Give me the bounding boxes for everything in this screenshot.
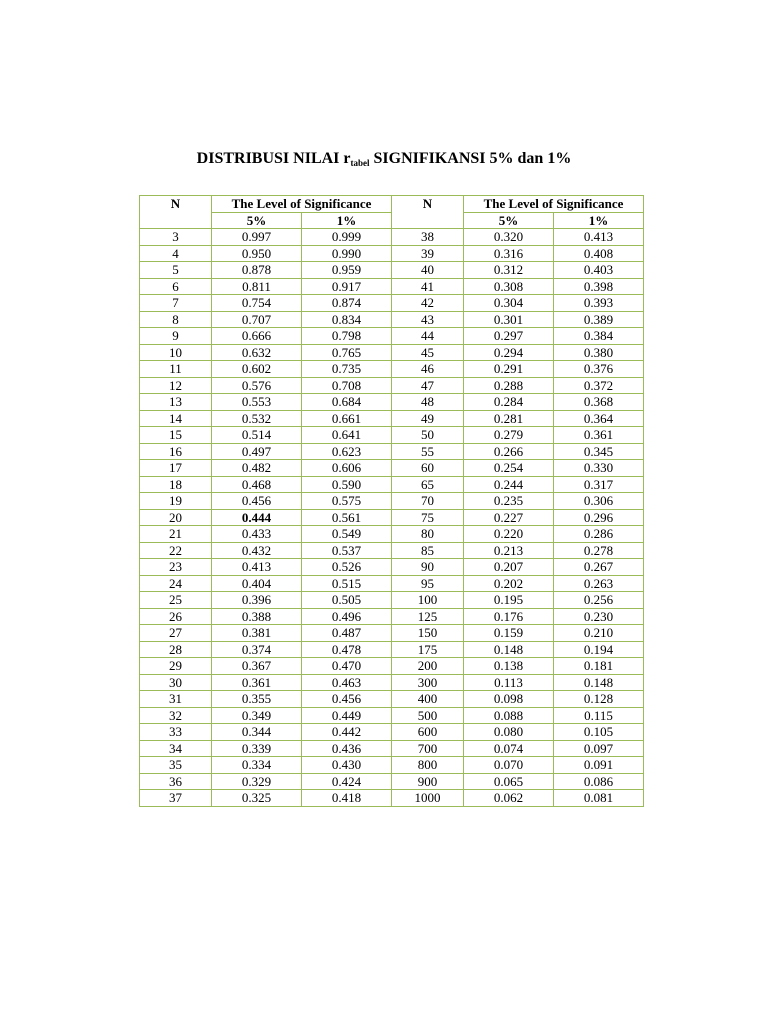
left-r1-cell: 0.990 xyxy=(302,245,392,262)
left-r5-cell: 0.404 xyxy=(212,575,302,592)
right-n-cell: 49 xyxy=(392,410,464,427)
table-row xyxy=(140,229,644,246)
table-row xyxy=(140,559,644,576)
right-n-cell: 80 xyxy=(392,526,464,543)
table-row xyxy=(140,740,644,757)
left-r1-cell: 0.496 xyxy=(302,608,392,625)
right-n-cell: 400 xyxy=(392,691,464,708)
right-n-cell: 41 xyxy=(392,278,464,295)
table-row xyxy=(140,674,644,691)
right-r5-cell: 0.301 xyxy=(464,311,554,328)
left-r1-cell: 0.549 xyxy=(302,526,392,543)
right-r5-cell: 0.284 xyxy=(464,394,554,411)
right-r5-cell: 0.220 xyxy=(464,526,554,543)
left-r5-cell: 0.444 xyxy=(212,509,302,526)
right-r1-cell: 0.267 xyxy=(554,559,644,576)
right-n-cell: 60 xyxy=(392,460,464,477)
table-row xyxy=(140,757,644,774)
left-r1-cell: 0.418 xyxy=(302,790,392,807)
left-r1-cell: 0.561 xyxy=(302,509,392,526)
title-prefix: DISTRIBUSI NILAI r xyxy=(196,150,351,167)
left-r1-cell: 0.515 xyxy=(302,575,392,592)
right-r5-cell: 0.279 xyxy=(464,427,554,444)
left-n-cell: 10 xyxy=(140,344,212,361)
right-r5-cell: 0.062 xyxy=(464,790,554,807)
r-table xyxy=(139,195,644,807)
right-r1-cell: 0.361 xyxy=(554,427,644,444)
n-header-left: N xyxy=(140,196,212,229)
table-row xyxy=(140,592,644,609)
left-r1-cell: 0.505 xyxy=(302,592,392,609)
right-r5-cell: 0.138 xyxy=(464,658,554,675)
left-r5-cell: 0.361 xyxy=(212,674,302,691)
table-row xyxy=(140,344,644,361)
left-r1-cell: 0.590 xyxy=(302,476,392,493)
right-r1-cell: 0.364 xyxy=(554,410,644,427)
right-r1-cell: 0.413 xyxy=(554,229,644,246)
left-n-cell: 15 xyxy=(140,427,212,444)
right-r1-cell: 0.181 xyxy=(554,658,644,675)
left-n-cell: 30 xyxy=(140,674,212,691)
left-r1-cell: 0.708 xyxy=(302,377,392,394)
left-r5-cell: 0.355 xyxy=(212,691,302,708)
col-1-header-right: 1% xyxy=(554,212,644,229)
left-r5-cell: 0.367 xyxy=(212,658,302,675)
table-row xyxy=(140,377,644,394)
left-r5-cell: 0.754 xyxy=(212,295,302,312)
right-r5-cell: 0.266 xyxy=(464,443,554,460)
right-n-cell: 44 xyxy=(392,328,464,345)
left-n-cell: 4 xyxy=(140,245,212,262)
right-r1-cell: 0.372 xyxy=(554,377,644,394)
right-n-cell: 600 xyxy=(392,724,464,741)
left-r1-cell: 0.606 xyxy=(302,460,392,477)
table-row xyxy=(140,493,644,510)
table-row xyxy=(140,509,644,526)
right-r1-cell: 0.263 xyxy=(554,575,644,592)
right-n-cell: 95 xyxy=(392,575,464,592)
left-n-cell: 22 xyxy=(140,542,212,559)
right-r1-cell: 0.393 xyxy=(554,295,644,312)
right-r5-cell: 0.088 xyxy=(464,707,554,724)
table-row xyxy=(140,262,644,279)
right-r5-cell: 0.113 xyxy=(464,674,554,691)
table-row xyxy=(140,460,644,477)
right-n-cell: 46 xyxy=(392,361,464,378)
right-r5-cell: 0.176 xyxy=(464,608,554,625)
left-n-cell: 18 xyxy=(140,476,212,493)
left-r5-cell: 0.325 xyxy=(212,790,302,807)
left-r5-cell: 0.413 xyxy=(212,559,302,576)
left-n-cell: 27 xyxy=(140,625,212,642)
right-r5-cell: 0.291 xyxy=(464,361,554,378)
left-r1-cell: 0.436 xyxy=(302,740,392,757)
left-n-cell: 9 xyxy=(140,328,212,345)
table-row xyxy=(140,443,644,460)
left-r1-cell: 0.424 xyxy=(302,773,392,790)
left-n-cell: 35 xyxy=(140,757,212,774)
right-r5-cell: 0.148 xyxy=(464,641,554,658)
left-r5-cell: 0.553 xyxy=(212,394,302,411)
left-r1-cell: 0.478 xyxy=(302,641,392,658)
right-r1-cell: 0.097 xyxy=(554,740,644,757)
left-r1-cell: 0.463 xyxy=(302,674,392,691)
right-r5-cell: 0.294 xyxy=(464,344,554,361)
left-n-cell: 12 xyxy=(140,377,212,394)
left-n-cell: 25 xyxy=(140,592,212,609)
right-n-cell: 800 xyxy=(392,757,464,774)
left-r5-cell: 0.388 xyxy=(212,608,302,625)
right-r1-cell: 0.278 xyxy=(554,542,644,559)
right-r5-cell: 0.254 xyxy=(464,460,554,477)
left-r1-cell: 0.999 xyxy=(302,229,392,246)
left-r1-cell: 0.917 xyxy=(302,278,392,295)
left-n-cell: 32 xyxy=(140,707,212,724)
significance-header-right: The Level of Significance xyxy=(464,196,644,213)
table-row xyxy=(140,328,644,345)
left-r1-cell: 0.834 xyxy=(302,311,392,328)
right-r1-cell: 0.330 xyxy=(554,460,644,477)
right-r1-cell: 0.194 xyxy=(554,641,644,658)
col-5-header-right: 5% xyxy=(464,212,554,229)
right-r5-cell: 0.304 xyxy=(464,295,554,312)
left-n-cell: 6 xyxy=(140,278,212,295)
table-row xyxy=(140,295,644,312)
right-n-cell: 900 xyxy=(392,773,464,790)
left-r1-cell: 0.684 xyxy=(302,394,392,411)
left-r5-cell: 0.349 xyxy=(212,707,302,724)
right-r5-cell: 0.207 xyxy=(464,559,554,576)
table-row xyxy=(140,476,644,493)
right-r1-cell: 0.345 xyxy=(554,443,644,460)
right-n-cell: 50 xyxy=(392,427,464,444)
left-r5-cell: 0.468 xyxy=(212,476,302,493)
left-n-cell: 29 xyxy=(140,658,212,675)
right-r1-cell: 0.384 xyxy=(554,328,644,345)
right-r5-cell: 0.316 xyxy=(464,245,554,262)
left-n-cell: 20 xyxy=(140,509,212,526)
right-r1-cell: 0.398 xyxy=(554,278,644,295)
left-n-cell: 24 xyxy=(140,575,212,592)
table-row xyxy=(140,608,644,625)
right-r5-cell: 0.308 xyxy=(464,278,554,295)
left-r5-cell: 0.576 xyxy=(212,377,302,394)
left-n-cell: 13 xyxy=(140,394,212,411)
right-n-cell: 70 xyxy=(392,493,464,510)
table-row xyxy=(140,658,644,675)
left-r5-cell: 0.344 xyxy=(212,724,302,741)
right-r5-cell: 0.281 xyxy=(464,410,554,427)
right-r1-cell: 0.296 xyxy=(554,509,644,526)
left-r5-cell: 0.532 xyxy=(212,410,302,427)
right-r5-cell: 0.312 xyxy=(464,262,554,279)
left-r1-cell: 0.575 xyxy=(302,493,392,510)
table-row xyxy=(140,542,644,559)
table-row xyxy=(140,707,644,724)
left-r1-cell: 0.537 xyxy=(302,542,392,559)
left-r1-cell: 0.959 xyxy=(302,262,392,279)
left-r5-cell: 0.632 xyxy=(212,344,302,361)
right-r1-cell: 0.091 xyxy=(554,757,644,774)
right-r1-cell: 0.086 xyxy=(554,773,644,790)
left-r5-cell: 0.707 xyxy=(212,311,302,328)
title-subscript: tabel xyxy=(350,158,370,168)
left-n-cell: 14 xyxy=(140,410,212,427)
n-header-right: N xyxy=(392,196,464,229)
left-r1-cell: 0.430 xyxy=(302,757,392,774)
right-r1-cell: 0.408 xyxy=(554,245,644,262)
left-r5-cell: 0.329 xyxy=(212,773,302,790)
left-n-cell: 5 xyxy=(140,262,212,279)
right-r5-cell: 0.080 xyxy=(464,724,554,741)
right-r5-cell: 0.159 xyxy=(464,625,554,642)
left-n-cell: 28 xyxy=(140,641,212,658)
left-r5-cell: 0.666 xyxy=(212,328,302,345)
left-n-cell: 17 xyxy=(140,460,212,477)
left-n-cell: 34 xyxy=(140,740,212,757)
left-r5-cell: 0.514 xyxy=(212,427,302,444)
right-r5-cell: 0.213 xyxy=(464,542,554,559)
left-r1-cell: 0.641 xyxy=(302,427,392,444)
left-r5-cell: 0.456 xyxy=(212,493,302,510)
right-n-cell: 47 xyxy=(392,377,464,394)
right-r1-cell: 0.128 xyxy=(554,691,644,708)
right-n-cell: 85 xyxy=(392,542,464,559)
right-n-cell: 150 xyxy=(392,625,464,642)
right-n-cell: 65 xyxy=(392,476,464,493)
table-row xyxy=(140,278,644,295)
left-r5-cell: 0.602 xyxy=(212,361,302,378)
left-n-cell: 33 xyxy=(140,724,212,741)
right-r1-cell: 0.210 xyxy=(554,625,644,642)
right-r5-cell: 0.098 xyxy=(464,691,554,708)
right-r5-cell: 0.202 xyxy=(464,575,554,592)
right-n-cell: 100 xyxy=(392,592,464,609)
left-n-cell: 7 xyxy=(140,295,212,312)
left-r1-cell: 0.765 xyxy=(302,344,392,361)
left-n-cell: 36 xyxy=(140,773,212,790)
right-r5-cell: 0.320 xyxy=(464,229,554,246)
left-n-cell: 11 xyxy=(140,361,212,378)
right-r5-cell: 0.070 xyxy=(464,757,554,774)
right-r1-cell: 0.115 xyxy=(554,707,644,724)
right-n-cell: 42 xyxy=(392,295,464,312)
left-r1-cell: 0.735 xyxy=(302,361,392,378)
table-row xyxy=(140,691,644,708)
left-n-cell: 23 xyxy=(140,559,212,576)
table-body xyxy=(140,229,644,807)
left-r1-cell: 0.487 xyxy=(302,625,392,642)
left-n-cell: 26 xyxy=(140,608,212,625)
left-r5-cell: 0.432 xyxy=(212,542,302,559)
table-row xyxy=(140,641,644,658)
left-r5-cell: 0.482 xyxy=(212,460,302,477)
left-r1-cell: 0.442 xyxy=(302,724,392,741)
table-row xyxy=(140,311,644,328)
right-n-cell: 700 xyxy=(392,740,464,757)
right-n-cell: 200 xyxy=(392,658,464,675)
right-r1-cell: 0.403 xyxy=(554,262,644,279)
right-r1-cell: 0.306 xyxy=(554,493,644,510)
table-row xyxy=(140,575,644,592)
left-n-cell: 3 xyxy=(140,229,212,246)
left-r1-cell: 0.470 xyxy=(302,658,392,675)
right-n-cell: 90 xyxy=(392,559,464,576)
right-n-cell: 75 xyxy=(392,509,464,526)
left-r5-cell: 0.433 xyxy=(212,526,302,543)
right-r1-cell: 0.105 xyxy=(554,724,644,741)
right-r5-cell: 0.227 xyxy=(464,509,554,526)
right-r1-cell: 0.376 xyxy=(554,361,644,378)
right-n-cell: 1000 xyxy=(392,790,464,807)
right-n-cell: 300 xyxy=(392,674,464,691)
left-r5-cell: 0.878 xyxy=(212,262,302,279)
left-r5-cell: 0.811 xyxy=(212,278,302,295)
right-r5-cell: 0.288 xyxy=(464,377,554,394)
table-row xyxy=(140,361,644,378)
left-r1-cell: 0.526 xyxy=(302,559,392,576)
table-row xyxy=(140,427,644,444)
right-n-cell: 48 xyxy=(392,394,464,411)
right-n-cell: 39 xyxy=(392,245,464,262)
left-r1-cell: 0.623 xyxy=(302,443,392,460)
left-n-cell: 19 xyxy=(140,493,212,510)
table-row xyxy=(140,790,644,807)
col-1-header-left: 1% xyxy=(302,212,392,229)
right-r1-cell: 0.148 xyxy=(554,674,644,691)
right-r1-cell: 0.368 xyxy=(554,394,644,411)
left-r5-cell: 0.950 xyxy=(212,245,302,262)
right-n-cell: 43 xyxy=(392,311,464,328)
left-r5-cell: 0.334 xyxy=(212,757,302,774)
header-row-1 xyxy=(140,196,644,213)
right-r1-cell: 0.230 xyxy=(554,608,644,625)
left-r5-cell: 0.997 xyxy=(212,229,302,246)
right-n-cell: 55 xyxy=(392,443,464,460)
right-r1-cell: 0.389 xyxy=(554,311,644,328)
right-r5-cell: 0.235 xyxy=(464,493,554,510)
left-n-cell: 8 xyxy=(140,311,212,328)
table-row xyxy=(140,724,644,741)
title-suffix: SIGNIFIKANSI 5% dan 1% xyxy=(369,150,572,167)
right-n-cell: 40 xyxy=(392,262,464,279)
table-row xyxy=(140,773,644,790)
left-r5-cell: 0.339 xyxy=(212,740,302,757)
document-title xyxy=(0,150,768,168)
left-r1-cell: 0.456 xyxy=(302,691,392,708)
left-r1-cell: 0.449 xyxy=(302,707,392,724)
right-r5-cell: 0.074 xyxy=(464,740,554,757)
left-r1-cell: 0.874 xyxy=(302,295,392,312)
right-r1-cell: 0.317 xyxy=(554,476,644,493)
table-row xyxy=(140,526,644,543)
right-n-cell: 500 xyxy=(392,707,464,724)
left-r5-cell: 0.381 xyxy=(212,625,302,642)
left-n-cell: 16 xyxy=(140,443,212,460)
left-r1-cell: 0.661 xyxy=(302,410,392,427)
left-r1-cell: 0.798 xyxy=(302,328,392,345)
right-r1-cell: 0.256 xyxy=(554,592,644,609)
left-n-cell: 31 xyxy=(140,691,212,708)
right-r5-cell: 0.297 xyxy=(464,328,554,345)
right-n-cell: 38 xyxy=(392,229,464,246)
right-r1-cell: 0.286 xyxy=(554,526,644,543)
left-n-cell: 21 xyxy=(140,526,212,543)
left-r5-cell: 0.396 xyxy=(212,592,302,609)
right-n-cell: 175 xyxy=(392,641,464,658)
table-row xyxy=(140,410,644,427)
right-r1-cell: 0.081 xyxy=(554,790,644,807)
left-n-cell: 37 xyxy=(140,790,212,807)
right-r5-cell: 0.195 xyxy=(464,592,554,609)
table-row xyxy=(140,625,644,642)
right-r5-cell: 0.244 xyxy=(464,476,554,493)
col-5-header-left: 5% xyxy=(212,212,302,229)
table-row xyxy=(140,394,644,411)
left-r5-cell: 0.497 xyxy=(212,443,302,460)
significance-header-left: The Level of Significance xyxy=(212,196,392,213)
right-n-cell: 45 xyxy=(392,344,464,361)
right-r5-cell: 0.065 xyxy=(464,773,554,790)
table-row xyxy=(140,245,644,262)
right-r1-cell: 0.380 xyxy=(554,344,644,361)
left-r5-cell: 0.374 xyxy=(212,641,302,658)
right-n-cell: 125 xyxy=(392,608,464,625)
